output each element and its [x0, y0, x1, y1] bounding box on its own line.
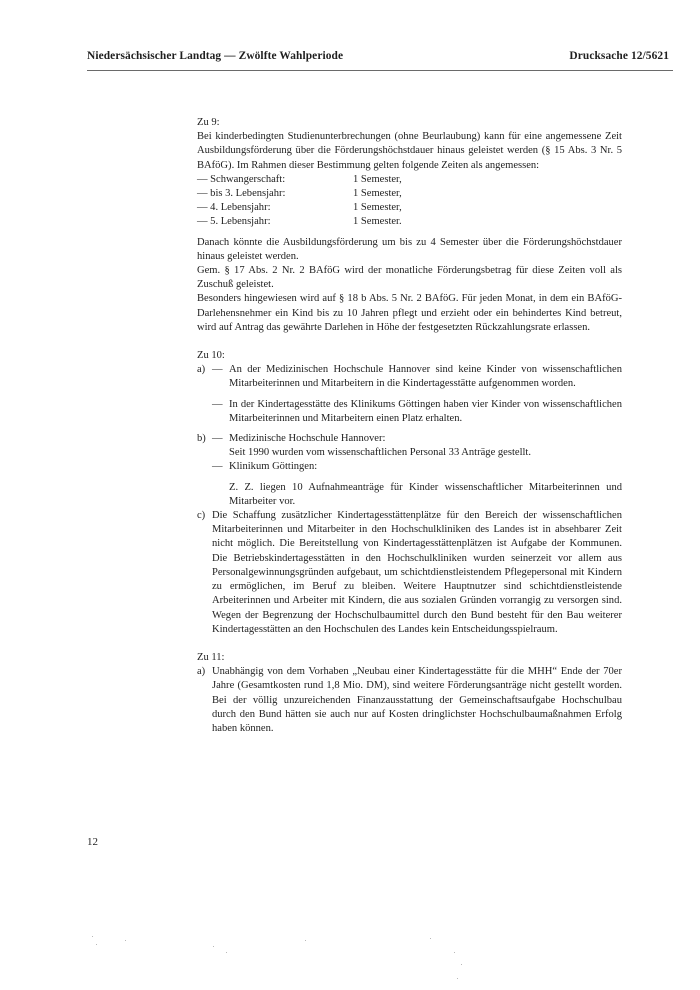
list-item-value: 1 Semester,	[353, 202, 402, 214]
list-item-value: 1 Semester,	[353, 188, 402, 200]
scan-noise	[0, 900, 700, 990]
list-item-value: 1 Semester,	[353, 173, 402, 185]
sub-item-text: An der Medizinischen Hochschule Hannover sind keine Kinder von wissenschaftlichen Mitarbeiterinnen und Mitarbeitern in die Kindertagesstätte aufgenommen worden.	[229, 364, 622, 390]
document-body	[197, 116, 622, 742]
sub-item	[212, 398, 622, 426]
sub-item	[212, 363, 622, 391]
list-item	[197, 173, 622, 187]
list-item-label: — 4. Lebensjahr:	[197, 202, 271, 214]
zu9-paragraph-3: Besonders hingewiesen wird auf § 18 b Abs. 5 Nr. 2 BAföG. Für jeden Monat, in dem ein BAföG-Darlehensnehmer ein Kind bis zu 10 Jahren pflegt und erzieht oder ein behindertes Kind betreut, wird auf Antrag das gewährte Darlehen in Höhe der festgesetzten Rückzahlungsrate erlassen.	[197, 293, 622, 333]
section-heading-zu11: Zu 11:	[197, 651, 225, 663]
item-text: Unabhängig von dem Vorhaben „Neubau einer Kindertagesstätte für die MHH“ Ende der 70er Jahre (Gesamtkosten rund 1,8 Mio. DM), sind weitere Förderungsanträge nicht gestellt worden. Bei der völlig unzureichenden Finanzausstattung der Gemeinschaftsaufgabe Hochschulbau durch den Bund hätten sie auch nur auf Kosten dringlichster Hochschulbaumaßnahmen Erfolg haben können.	[212, 666, 622, 734]
zu10-b-detail-1: Seit 1990 wurden vom wissenschaftlichen Personal 33 Anträge gestellt.	[229, 447, 531, 459]
zu9-paragraph-1: Danach könnte die Ausbildungsförderung um bis zu 4 Semester über die Förderungshöchstdauer hinaus geleistet werden.	[197, 236, 622, 262]
section-heading-zu9: Zu 9:	[197, 117, 220, 128]
item-text: Die Schaffung zusätzlicher Kindertagesstättenplätze für den Bereich der wissenschaftlichen Mitarbeiterinnen und Mitarbeiter in den Hochschulkliniken des Landes ist in absehbarer Zeit nicht möglich. Die Bereitstellung von Kindertagesstättenplätzen ist Aufgabe der Kommunen. Die Betriebskindertagesstätten in den Hochschulkliniken wurden seinerzeit vor allem aus Personalgewinnungsgründen aufgebaut, um schichtdienstleistendem Pflegepersonal mit Kindern zu ermöglichen, im Beruf zu bleiben. Weitere Hauptnutzer sind schichtdienstleistende Arbeiterinnen und Arbeiter mit Kindern, die aus sozialen Gründen vorrangig zu versorgen sind. Wegen der Begrenzung der Hochschulbaumittel durch den Bund besteht für den Bau weiterer Kindertagesstätten an den Hochschulen des Landes kein Entscheidungsspielraum.	[212, 510, 622, 635]
dash-marker: —	[212, 364, 223, 376]
list-item-label: — 5. Lebensjahr:	[197, 216, 271, 228]
dash-marker: —	[212, 461, 223, 473]
list-item	[197, 187, 622, 201]
dash-marker: —	[212, 433, 223, 445]
item-label: c)	[197, 510, 206, 522]
list-item-label: — bis 3. Lebensjahr:	[197, 188, 286, 200]
list-item-label: — Schwangerschaft:	[197, 173, 286, 185]
zu11-item-a	[197, 665, 622, 736]
sub-item-text: In der Kindertagesstätte des Klinikums Göttingen haben vier Kinder von wissenschaftlichen Mitarbeiterinnen und Mitarbeitern einen Platz erhalten.	[229, 398, 622, 424]
item-label: a)	[197, 364, 206, 376]
zu10-b-detail-2: Z. Z. liegen 10 Aufnahmeanträge für Kinder wissenschaftlicher Mitarbeiterinnen und Mitarbeiter vor.	[229, 481, 622, 507]
list-item-value: 1 Semester.	[353, 216, 402, 228]
sub-item	[197, 460, 622, 474]
zu10-item-a	[197, 363, 622, 426]
zu10-item-c	[197, 509, 622, 637]
header-document-number: Drucksache 12/5621	[569, 50, 669, 62]
zu9-intro: Bei kinderbedingten Studienunterbrechungen (ohne Beurlaubung) kann für eine angemessene Zeit Ausbildungsförderung über die Förderungshöchstdauer hinaus geleistet werden (§ 15 Abs. 3 Nr. 5 BAföG). Im Rahmen dieser Bestimmung gelten folgende Zeiten als angemessen:	[197, 131, 622, 171]
section-heading-zu10: Zu 10:	[197, 350, 225, 362]
zu9-period-list	[197, 173, 622, 230]
item-label: a)	[197, 666, 206, 678]
sub-item-text: Medizinische Hochschule Hannover:	[229, 433, 386, 445]
page-header	[87, 50, 669, 62]
list-item	[197, 201, 622, 215]
dash-marker: —	[212, 398, 223, 410]
sub-item-text: Klinikum Göttingen:	[229, 461, 318, 473]
page-number: 12	[87, 836, 98, 848]
sub-item	[212, 432, 622, 446]
zu9-paragraph-2: Gem. § 17 Abs. 2 Nr. 2 BAföG wird der monatliche Förderungsbetrag für diese Zeiten voll als Zuschuß geleistet.	[197, 265, 622, 291]
zu10-item-b	[197, 432, 622, 446]
header-title: Niedersächsischer Landtag — Zwölfte Wahlperiode	[87, 50, 344, 62]
header-rule	[87, 70, 673, 71]
item-label: b)	[197, 433, 206, 445]
list-item	[197, 215, 622, 229]
